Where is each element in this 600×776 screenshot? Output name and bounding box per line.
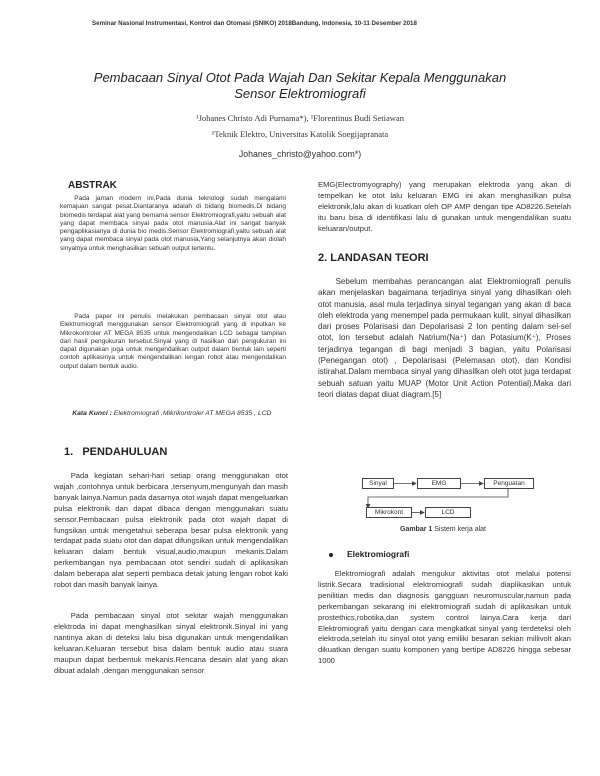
diagram-box-sinyal: Sinyal — [362, 478, 394, 489]
arrow-penguatan-down — [368, 489, 508, 508]
figure-caption-text: Sistem kerja alat — [432, 526, 486, 533]
email: Johanes_christo@yahoo.com*) — [238, 149, 362, 159]
system-diagram — [360, 478, 560, 523]
abstract-heading: ABSTRAK — [68, 180, 117, 191]
right-column-paragraph-continued: EMG(Electromyography) yang merupakan elektroda yang akan di tempelkan ke otot lalu keluaran EMG ini akan menghasilkan pulsa elektronik,lalu akan di kuatkan oleh OP AMP dengan tipe AD8226.Setelah itu baru bisa di identifikasi lalu di gunakan untuk mengendalikan suatu keluaran/output. — [318, 180, 571, 233]
affiliation: ¹Teknik Elektro, Universitas Katolik Soegijapranata — [211, 129, 389, 139]
section-1-paragraph-2: Pada pembacaan sinyal otot sekitar wajah menggunakan elektroda ini dapat menghasilkan sinyal elektronik.Sinyal ini yang nantinya akan di deteksi lalu bisa digunakan untuk mengendalikan keluaran.Keluaran tersebut bisa dalam bentuk audio atau suara maupun dapat berbentuk mekanis.Rencana desain alat yang akan dibuat adalah ,dengan menggunakan sensor — [54, 611, 288, 675]
paper-title-line1: Pembacaan Sinyal Otot Pada Wajah Dan Sekitar Kepala Menggunakan — [93, 70, 507, 85]
abstract-paragraph-2: Pada paper ini penulis melakukan pembacaan sinyal otot atau Elektromiografi menggunakan sensor Elektromiografi yang di inputkan ke Mikrokontroler AT MEGA 8535 untuk mengendalikan LCD sebagai tampilan dari hasil pengukuran tersebut.Sinyal yang di hasilkan dari pengukuran ini dapat digunakan juga untuk mengendalikan output dalam bentuk lain seperti contoh aplikasinya untuk mengendalikan lengan robot atau mengendalikan output dalam bentuk audio. — [60, 313, 286, 370]
diagram-box-mikrokont: Mikrokont — [366, 507, 412, 518]
figure-caption-label: Gambar 1 — [400, 526, 433, 533]
paper-title-line2: Sensor Elektromiografi — [234, 86, 366, 101]
abstract-paragraph-1: Pada jaman modern ini,Pada dunia teknologi sudah mengalami kemajuan sangat pesat.Diantaranya adalah di bidang biomedis.Di bidang biomedis terdapat alat yang bernama sensor Elektromiografi,yaitu sebuah alat yang dapat membaca sinyal pada otot manusia.Alat ini sangat banyak pengaplikasianya di dunia bio medis.Sensor Elektromiografi,yaitu sebuah alat yang dapat membaca sinyal pada otot manusia,Yang selanjutnya akan diolah sinyalnya untuk menghasilkan sebuah output tertentu. — [60, 195, 286, 252]
section-1-heading: 1. PENDAHULUAN — [64, 446, 168, 458]
diagram-box-emg: EMG — [417, 478, 461, 489]
subsection-heading: Elektromiografi — [347, 549, 410, 559]
subsection-paragraph-1: Elektromiografi adalah mengukur aktivitas otot melalui potensi listrik.Secara tradisional elektromiografi sudah diaplikasikan untuk penilitian medis dan diagnosis gangguan neuromuscular,namun pada perkembangan sekarang ini elektromiografi sudah di aplikasikan untuk prostethics,robotika,dan system control lainya.Cara kerja dari Elektromiografi yaitu dengan cara mengkatkat sinyal yang terdeteksi oleh elektroda,setelah itu sinyal otot yang emiliki besaran sekian millivolt akan dikuatkan dengan suatu komponen yang bertipe AD8226 hingga sebesar 1000 — [318, 569, 571, 666]
figure-caption — [318, 526, 568, 533]
bullet-icon — [329, 553, 333, 557]
authors: ¹Johanes Christo Adi Purnama*), ¹Florentinus Budi Setiawan — [196, 113, 404, 123]
section-2-heading: 2. LANDASAN TEORI — [318, 252, 429, 264]
conference-header: Seminar Nasional Instrumentasi, Kontrol dan Otomasi (SNIKO) 2018Bandung, Indonesia, 10-11 Desember 2018 — [92, 20, 417, 27]
diagram-box-penguatan: Penguatan — [484, 478, 534, 489]
keywords — [60, 409, 286, 418]
paper-title — [70, 70, 530, 102]
section-2-paragraph-1: Sebelum membahas perancangan alat Elektromiografi penulis akan menjelaskan bagaimana terjadinya sinyal yang dihasilkan oleh otot manusia, asal mula terjadinya sinyal tegangan yang akan di baca oleh elektroda yang menempel pada permukaan kulit, sinyal dihasilkan dari proses Polarisasi dan Depolarisasi 2 Ion penting dalam sel-sel otot, Ion tersebut adalah Natrium(Na⁺) dan Potasium(K⁺), Proses terjadinya tegangan di bagi menjadi 3 bagian, yaitu Polarisasi (Penegangan otot) , Depolarisasi (Pelemasan otot), dan Kondisi istirahat.Dalam membaca sinyal yang dihasilkan oleh otot juga terdapat sebuah satuan yaitu MUAP (Motor Unit Action Potential).Maka dari teori diatas dapat diuat diagram.[5] — [318, 277, 571, 399]
keywords-label: Kata Kunci : — [72, 410, 112, 417]
section-1-paragraph-1: Pada kegiatan sehari-hari setiap orang menggunakan otot wajah ,contohnya untuk berbicara ,tersenyum,mengunyah dan masih banyak lainya.Namun pada dasarnya otot wajah dapat mengeluarkan pulsa elektronik dan dapat dibaca dengan menggunakan suatu sensor.Pembacaan pulsa elektronik pada otot wajah dapat di fungsikan untuk mengetahui seberapa besar pulsa elektronik yang terdapat pada suatu otot dan dapat difungsikan untuk mengendalikan keluaran dalam bentuk visual,audio,maupun mekanis.Dalam perkembangan nya pembacaan otot sendiri sudah di aplikasikan dalam beberapa alat seperti pembaca detak jatung lengan robot kaki robot dan masih banyak lainya. — [54, 471, 288, 590]
keywords-text: Elektromiografi ,Mikrikontroler AT MEGA 8535 , LCD — [113, 410, 272, 417]
diagram-box-lcd: LCD — [425, 507, 471, 518]
